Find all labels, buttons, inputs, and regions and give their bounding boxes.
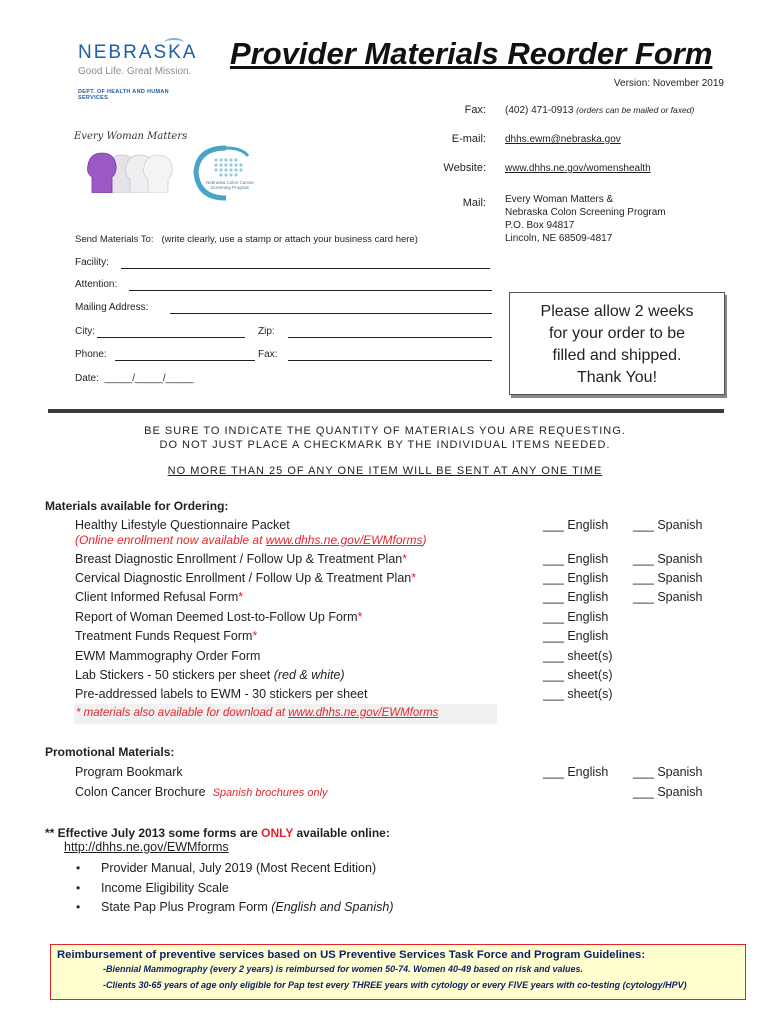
logo-wordmark: NEBRASKA — [78, 42, 198, 63]
processing-notice-box — [509, 292, 725, 395]
material-item-name: Lab Stickers - 50 stickers per sheet — [75, 668, 274, 682]
material-item — [75, 571, 416, 585]
online-form-item-note: (English and Spanish) — [271, 900, 394, 914]
material-qty-spanish[interactable]: ___ Spanish — [633, 590, 703, 604]
effective-notice — [45, 826, 390, 840]
effective-prefix: ** Effective July 2013 some forms are — [45, 826, 262, 840]
email-label: E-mail: — [451, 133, 486, 145]
send-materials-line — [75, 234, 418, 245]
logo-department: DEPT. OF HEALTH AND HUMAN SERVICES — [78, 89, 169, 101]
version-text: Version: November 2019 — [613, 78, 724, 89]
logo-swoosh-icon — [164, 38, 184, 48]
material-item — [75, 629, 257, 643]
website-label: Website: — [443, 162, 486, 174]
bullet-icon: • — [76, 881, 81, 895]
material-qty-spanish[interactable]: ___ Spanish — [633, 518, 703, 532]
reimbursement-heading: Reimbursement of preventive services based on US Preventive Services Task Force and Program Guidelines: — [57, 949, 646, 961]
material-item-name: Healthy Lifestyle Questionnaire Packet — [75, 518, 290, 532]
material-qty-spanish[interactable]: ___ Spanish — [633, 552, 703, 566]
download-available-marker: * — [357, 610, 363, 624]
download-available-marker: * — [402, 552, 408, 566]
effective-only: ONLY — [261, 826, 294, 840]
promo-heading: Promotional Materials: — [45, 745, 175, 759]
material-item-name: Pre-addressed labels to EWM - 30 stickers per sheet — [75, 687, 368, 701]
instruction-checkmark: DO NOT JUST PLACE A CHECKMARK BY THE INDIVIDUAL ITEMS NEEDED. — [159, 439, 611, 451]
effective-suffix: available online: — [293, 826, 390, 840]
every-woman-matters-logo — [74, 131, 187, 142]
instruction-quantity: BE SURE TO INDICATE THE QUANTITY OF MATERIALS YOU ARE REQUESTING. — [144, 425, 626, 437]
material-item-name: Client Informed Refusal Form — [75, 590, 239, 604]
notice-line: Thank You! — [576, 369, 658, 386]
online-enrollment-link[interactable]: www.dhhs.ne.gov/EWMforms — [265, 533, 423, 547]
download-available-marker: * — [252, 629, 258, 643]
mailing-address-field[interactable] — [170, 313, 492, 314]
material-qty-primary[interactable]: ___ English — [543, 590, 609, 604]
bullet-icon: • — [76, 900, 81, 914]
mail-address-line: Nebraska Colon Screening Program — [505, 207, 666, 218]
fax-note: (orders can be mailed or faxed) — [576, 105, 695, 115]
city-field[interactable] — [97, 337, 245, 338]
phone-label: Phone: — [75, 349, 107, 360]
material-item — [75, 552, 407, 566]
material-qty-primary[interactable]: ___ sheet(s) — [543, 687, 613, 701]
facility-label: Facility: — [75, 257, 109, 268]
material-qty-spanish[interactable]: ___ Spanish — [633, 571, 703, 585]
fax-label: Fax: — [464, 104, 486, 116]
material-item-name: EWM Mammography Order Form — [75, 649, 261, 663]
brochure-spanish-qty[interactable]: ___ Spanish — [633, 785, 703, 799]
material-item-name: Breast Diagnostic Enrollment / Follow Up & Treatment Plan — [75, 552, 403, 566]
online-forms-link[interactable]: http://dhhs.ne.gov/EWMforms — [64, 840, 229, 854]
ewm-logo-text: Every Woman Matters — [74, 131, 188, 142]
facility-field[interactable] — [121, 268, 490, 269]
material-qty-primary[interactable]: ___ English — [543, 518, 609, 532]
mail-address — [505, 193, 666, 245]
logo-tagline: Good Life. Great Mission. — [78, 66, 192, 77]
material-item — [75, 518, 290, 532]
download-link[interactable]: www.dhhs.ne.gov/EWMforms — [288, 707, 439, 719]
brochure-item — [75, 785, 328, 799]
material-item-name: Treatment Funds Request Form — [75, 629, 253, 643]
bookmark-item: Program Bookmark — [75, 765, 183, 779]
zip-label: Zip: — [258, 326, 275, 337]
attention-field[interactable] — [129, 290, 492, 291]
online-form-item: Income Eligibility Scale — [101, 881, 229, 895]
material-item — [75, 687, 367, 701]
bullet-icon: • — [76, 861, 81, 875]
online-form-item-name: State Pap Plus Program Form — [101, 900, 272, 914]
mail-address-line: Lincoln, NE 68509-4817 — [505, 233, 613, 244]
nebraska-dhhs-logo — [78, 42, 198, 101]
fax-number-value: (402) 471-0913 — [505, 105, 574, 116]
fax-number — [505, 105, 694, 116]
notice-line: filled and shipped. — [552, 347, 682, 364]
notice-line: Please allow 2 weeks — [540, 303, 694, 320]
reimbursement-pap: -Clients 30-65 years of age only eligible for Pap test every THREE years with cytology or every FIVE years with co-testing (cytology/HPV) — [103, 980, 687, 990]
section-divider — [48, 409, 724, 413]
material-item — [75, 649, 260, 663]
material-qty-primary[interactable]: ___ English — [543, 571, 609, 585]
materials-heading: Materials available for Ordering: — [45, 499, 229, 513]
download-available-marker: * — [411, 571, 417, 585]
email-link[interactable]: dhhs.ewm@nebraska.gov — [505, 134, 621, 145]
bookmark-spanish-qty[interactable]: ___ Spanish — [633, 765, 703, 779]
online-form-item: Provider Manual, July 2019 (Most Recent Edition) — [101, 861, 377, 875]
city-label: City: — [75, 326, 95, 337]
send-materials-label: Send Materials To: — [75, 234, 154, 245]
ncsp-logo-text: Nebraska Colon Cancer Screening Program — [205, 180, 255, 190]
zip-field[interactable] — [288, 337, 492, 338]
material-item — [75, 590, 243, 604]
material-item-name: Report of Woman Deemed Lost-to-Follow Up Form — [75, 610, 358, 624]
online-form-item — [101, 900, 394, 914]
material-qty-primary[interactable]: ___ English — [543, 629, 609, 643]
attention-label: Attention: — [75, 279, 118, 290]
mailing-address-label: Mailing Address: — [75, 302, 149, 313]
reimbursement-mammography: -Biennial Mammography (every 2 years) is reimbursed for women 50-74. Women 40-49 based on risk and values. — [103, 964, 584, 974]
download-note — [74, 704, 497, 724]
brochure-name: Colon Cancer Brochure — [75, 785, 206, 799]
download-available-marker: * — [238, 590, 244, 604]
website-link[interactable]: www.dhhs.ne.gov/womenshealth — [505, 163, 651, 174]
material-qty-primary[interactable]: ___ sheet(s) — [543, 649, 613, 663]
material-item — [75, 610, 362, 624]
material-qty-primary[interactable]: ___ English — [543, 610, 609, 624]
notice-line: for your order to be — [548, 325, 686, 342]
reimbursement-box — [50, 944, 746, 1000]
online-enrollment-note — [75, 533, 427, 547]
instruction-limit — [0, 465, 770, 477]
download-prefix: * materials also available for download at — [76, 707, 289, 719]
instruction-limit-text: NO MORE THAN 25 OF ANY ONE ITEM WILL BE SENT AT ANY ONE TIME — [167, 465, 603, 477]
material-item-note: (red & white) — [273, 668, 345, 682]
fax-field[interactable] — [288, 360, 492, 361]
colon-screening-program-logo — [186, 142, 268, 204]
online-note-suffix: ) — [422, 533, 427, 547]
material-item-name: Cervical Diagnostic Enrollment / Follow Up & Treatment Plan — [75, 571, 412, 585]
mail-label: Mail: — [462, 197, 486, 209]
fax-field-label: Fax: — [258, 349, 278, 360]
bookmark-english-qty[interactable]: ___ English — [543, 765, 609, 779]
mail-address-line: Every Woman Matters & — [505, 194, 614, 205]
material-qty-primary[interactable]: ___ sheet(s) — [543, 668, 613, 682]
date-field[interactable]: Date: _____/_____/_____ — [75, 373, 194, 384]
material-qty-primary[interactable]: ___ English — [543, 552, 609, 566]
page-title: Provider Materials Reorder Form — [230, 36, 713, 71]
send-materials-instruction: (write clearly, use a stamp or attach your business card here) — [161, 234, 418, 245]
brochure-note: Spanish brochures only — [212, 787, 328, 799]
material-item — [75, 668, 345, 682]
mail-address-line: P.O. Box 94817 — [505, 220, 575, 231]
women-silhouettes-icon — [82, 145, 182, 193]
online-note-prefix: (Online enrollment now available at — [75, 533, 266, 547]
phone-field[interactable] — [115, 360, 255, 361]
